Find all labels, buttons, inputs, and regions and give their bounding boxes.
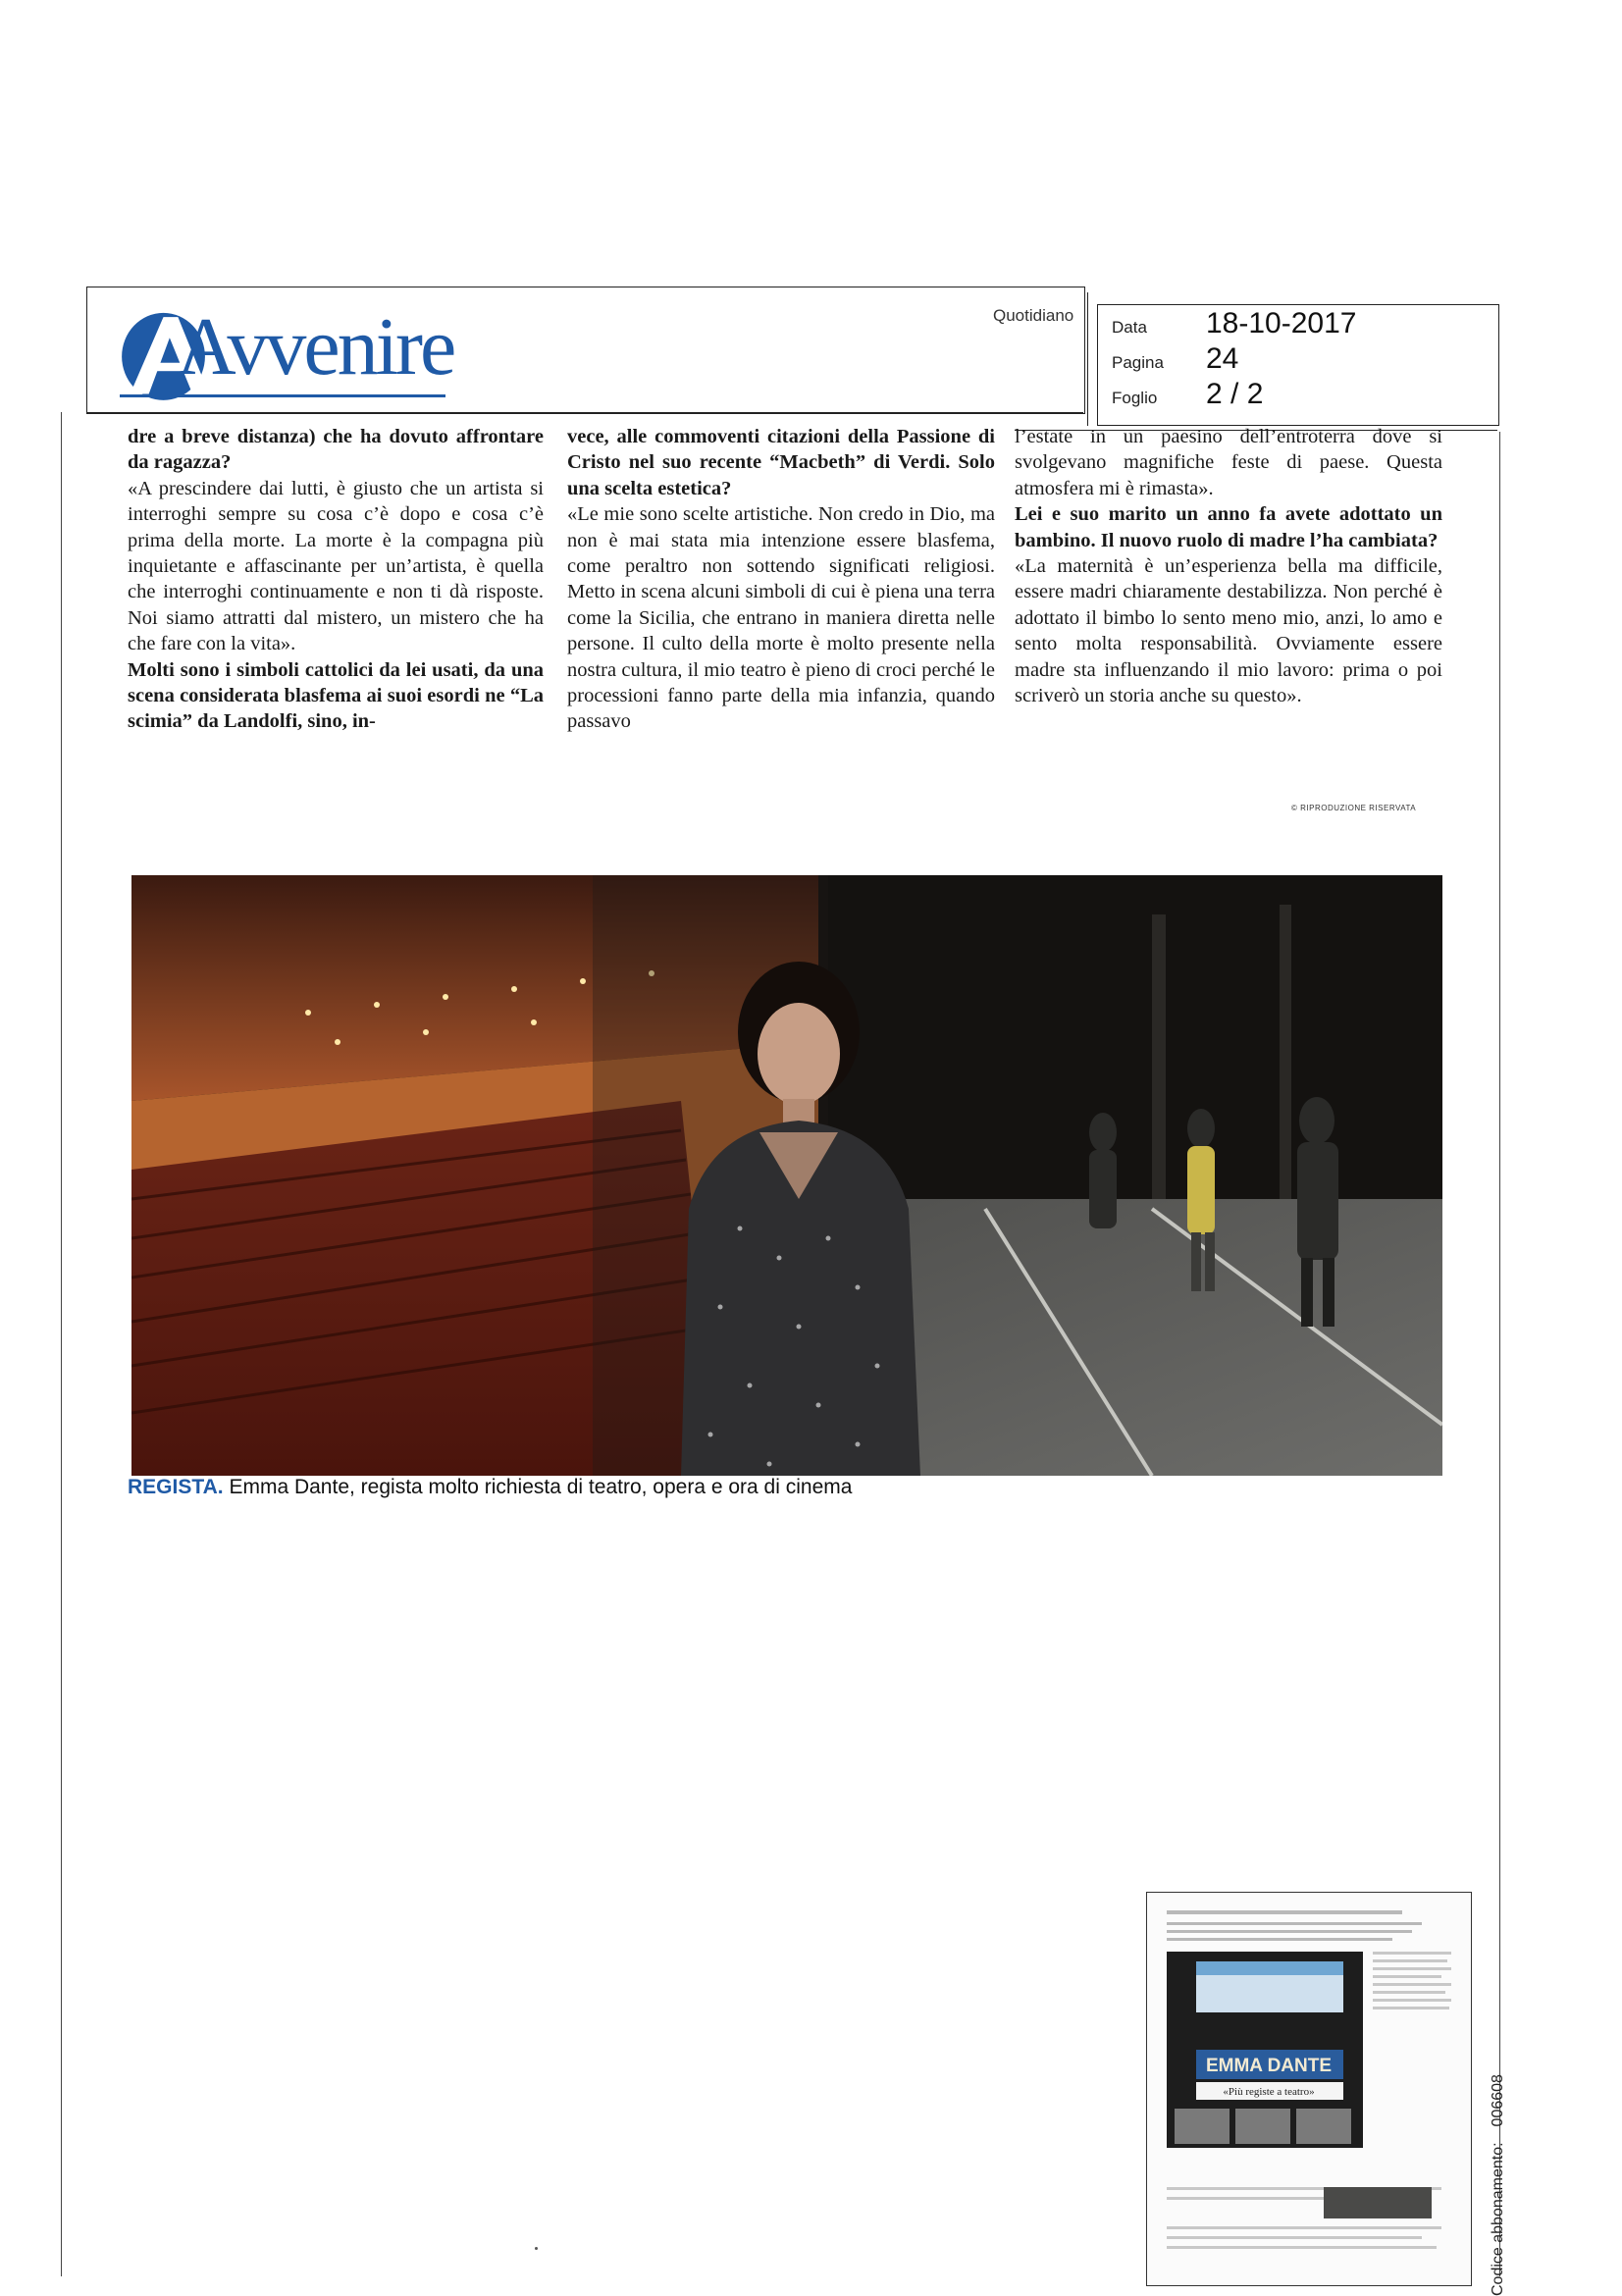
meta-separator (1087, 292, 1088, 426)
article-column-1 (128, 424, 544, 735)
meta-value: 2 / 2 (1206, 378, 1264, 410)
article-column-2 (567, 424, 995, 735)
thumbnail-page-preview (1147, 1893, 1471, 2285)
article-column-3 (1015, 424, 1442, 708)
page-thumbnail (1146, 1892, 1472, 2286)
codice-label: Codice abbonamento: (1490, 2142, 1506, 2296)
meta-row-pagina (1112, 342, 1492, 378)
photo-caption (128, 1476, 852, 1499)
thumbnail-headline: EMMA DANTE (1205, 2056, 1333, 2076)
answer-text: «A prescindere dai lutti, è giusto che un artista si interroghi sempre su cosa c’è dopo e cosa c’è prima della morte. La morte è la compagna più inquietante e affascinante per un’artista, è quella che interroghi continuamente e non ti dà risposte. Noi siamo attratti dal mistero, un mistero che ha che fare con la vita». (128, 477, 544, 655)
answer-text: l’estate in un paesino dell’entroterra dove si svolgevano magnifiche feste di paese. Questa atmosfera mi è rimasta». (1015, 426, 1442, 499)
publication-type: Quotidiano (993, 306, 1074, 325)
meta-label: Foglio (1112, 389, 1158, 407)
article-photo (131, 875, 1442, 1476)
question-text: Lei e suo marito un anno fa avete adottato un bambino. Il nuovo ruolo di madre l’ha cambiata? (1015, 503, 1442, 551)
page-frame-right (1499, 432, 1500, 2276)
page-frame-left (61, 412, 62, 2276)
logo-wordmark: Avvenire (177, 301, 454, 392)
caption-text: Emma Dante, regista molto richiesta di teatro, opera e ora di cinema (223, 1476, 853, 1498)
meta-row-data (1112, 307, 1492, 342)
caption-tag: REGISTA. (128, 1476, 224, 1498)
meta-label: Data (1112, 318, 1147, 337)
meta-label: Pagina (1112, 353, 1164, 372)
avvenire-logo (120, 294, 453, 402)
copyright-notice: © RIPRODUZIONE RISERVATA (1291, 804, 1417, 812)
codice-value: 006608 (1490, 2074, 1506, 2127)
question-text: vece, alle commoventi citazioni della Passione di Cristo nel suo recente “Macbeth” di Verdi. Solo una scelta estetica? (567, 426, 995, 499)
question-text: dre a breve distanza) che ha dovuto affrontare da ragazza? (128, 426, 544, 474)
subscription-code (1490, 2074, 1507, 2296)
meta-value: 24 (1206, 342, 1239, 375)
answer-text: «Le mie sono scelte artistiche. Non credo in Dio, ma non è mai stata mia intenzione essere blasfema, come peraltro non sottendo significati religiosi. Metto in scena alcuni simboli di cui è piena una terra come la Sicilia, che entrano in maniera diretta nelle persone. Il culto della morte è molto presente nella nostra cultura, il mio teatro è pieno di croci perché le processioni fanno parte della mia infanzia, quando passavo (567, 503, 995, 733)
logo-underline (120, 394, 445, 397)
masthead-bottom-rule (86, 412, 1083, 413)
issue-meta-box (1097, 304, 1499, 426)
answer-text: «La maternità è un’esperienza bella ma difficile, essere madri chiaramente destabilizza. Non perché è adottato il bimbo lo sento meno mio, anzi, lo amo e sento molta responsabilità. Ovviamente essere madre sta influenzando il mio lavoro: prima o poi scriverò un storia anche su questo». (1015, 555, 1442, 707)
question-text: Molti sono i simboli cattolici da lei usati, da una scena considerata blasfema ai suoi esordi ne “La scimia” da Landolfi, sino, in- (128, 658, 544, 733)
meta-row-foglio (1112, 378, 1492, 413)
thumbnail-subhead: «Più registe a teatro» (1223, 2086, 1315, 2098)
theatre-photo-illustration (131, 875, 1442, 1476)
scan-speck (535, 2247, 538, 2250)
meta-value: 18-10-2017 (1206, 307, 1357, 339)
